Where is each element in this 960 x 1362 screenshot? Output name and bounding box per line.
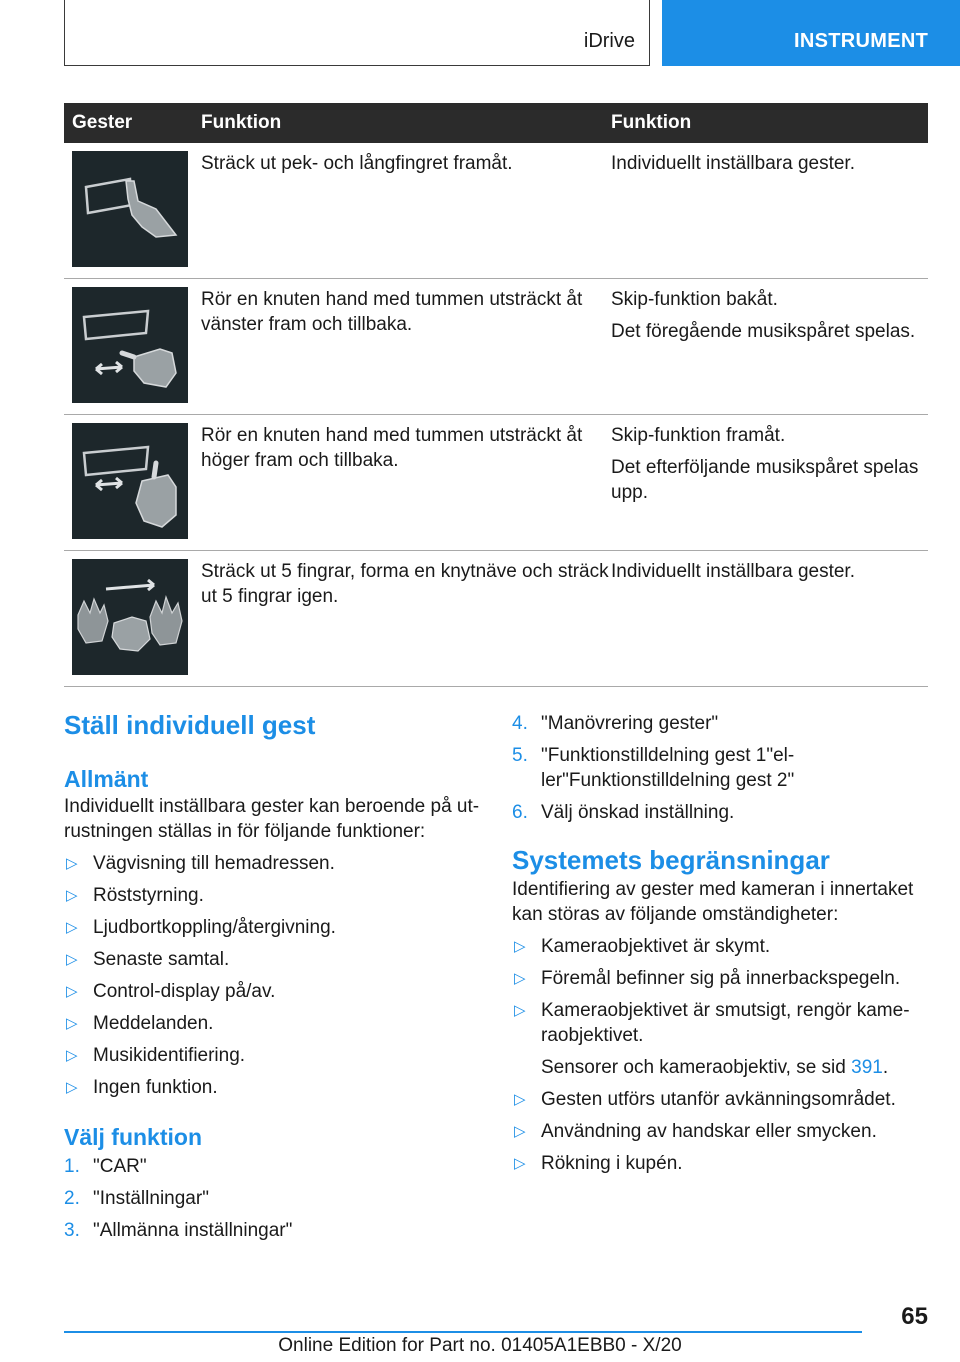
list-item: ▷ Föremål befinner sig på innerbackspegeln. [514,968,901,989]
list-item: ▷ Meddelanden. [66,1013,214,1034]
bullet-triangle-icon: ▷ [514,938,526,955]
bullet-triangle-icon: ▷ [514,1091,526,1108]
list-item: ▷ Ingen funktion. [66,1077,218,1098]
list-item: 5. "Funktionstilldelning gest 1"eller"Funktionstilldelning gest 2" [512,745,795,791]
list-item: ▷ Vägvisning till hemadressen. [66,853,335,874]
sensor-note: Sensorer och kameraobjektiv, se sid 391. [541,1057,889,1078]
page-link[interactable]: 391 [851,1057,883,1078]
bullet-triangle-icon: ▷ [66,855,78,872]
gesture-description: Sträck ut 5 fingrar, forma en knytnäve och sträck ut 5 fingrar igen. [201,561,609,607]
list-item: ▷ Ljudbortkoppling/återgivning. [66,917,336,938]
footer-divider [64,1331,862,1333]
tab-instrument-label: INSTRUMENT [794,30,929,52]
left-column [64,708,484,1243]
gesture-thumb-right-icon [72,423,188,539]
bullet-triangle-icon: ▷ [66,1079,78,1096]
function-list [64,851,484,1100]
list-item: 3. "Allmänna inställningar" [64,1220,293,1241]
list-item: 6. Välj önskad inställning. [512,802,735,823]
gesture-function [611,415,928,550]
steps-list [64,1154,484,1243]
page-number: 65 [901,1303,928,1330]
list-item: ▷ Rökning i kupén. [514,1153,683,1174]
gesture-description: Sträck ut pek- och långfingret framåt. [201,153,513,174]
tab-idrive[interactable] [64,0,650,66]
page-header [0,0,960,66]
general-text: Individuellt inställbara gester kan beroende på utrustningen ställas in för följande funktioner: [64,796,480,842]
function-detail: Det föregående musikspåret spelas. [611,321,916,342]
bullet-triangle-icon: ▷ [514,1002,526,1019]
section-title: Ställ individuell gest [64,710,316,740]
bullet-triangle-icon: ▷ [66,1047,78,1064]
function-text: Individuellt inställbara gester. [611,561,855,582]
tab-idrive-label: iDrive [583,30,635,52]
table-header [64,103,928,143]
list-item: ▷ Gesten utförs utanför avkänningsområdet. [514,1089,896,1110]
function-text: Individuellt inställbara gester. [611,153,855,174]
table-row [64,143,928,279]
right-column [512,708,928,1176]
bullet-triangle-icon: ▷ [66,919,78,936]
list-item: ▷ Röststyrning. [66,885,204,906]
section-title-limits: Systemets begränsningar [512,845,830,875]
gesture-function [611,279,928,414]
steps-list-continued [512,711,928,825]
function-text: Skip-funktion bakåt. [611,289,778,310]
table-row [64,279,928,415]
tab-instrument[interactable] [662,0,960,66]
list-item: ▷ Kameraobjektivet är skymt. [514,936,771,957]
gesture-thumb-left-icon [72,287,188,403]
column-header-funktion: Funktion [201,112,282,133]
edition-footer: Online Edition for Part no. 01405A1EBB0 - X/20 [278,1335,682,1356]
gesture-description: Rör en knuten hand med tummen utsträckt åt höger fram och tillbaka. [201,425,583,471]
subsection-general: Allmänt [64,766,149,792]
gesture-table [64,103,928,687]
list-item: 4. "Manövrering gester" [512,713,719,734]
list-item: 1. "CAR" [64,1156,147,1177]
subsection-select-function: Välj funktion [64,1124,202,1150]
list-item: ▷ Senaste samtal. [66,949,230,970]
list-item: ▷ Användning av handskar eller smycken. [514,1121,877,1142]
table-row [64,415,928,551]
list-item: ▷ Musikidentifiering. [66,1045,246,1066]
table-row [64,551,928,687]
bullet-triangle-icon: ▷ [66,983,78,1000]
bullet-triangle-icon: ▷ [66,1015,78,1032]
column-header-funktion-2: Funktion [611,112,692,133]
bullet-triangle-icon: ▷ [514,1155,526,1172]
list-item: 2. "Inställningar" [64,1188,209,1209]
list-item: ▷ Kameraobjektivet är smutsigt, rengör kameraobjektivet. Sensorer och kameraobjektiv, se sid 391. [512,998,928,1080]
column-header-gester: Gester [72,112,133,133]
bullet-triangle-icon: ▷ [514,970,526,987]
function-detail: Det efterföljande musikspåret spelas upp. [611,457,919,503]
gesture-function [611,143,928,278]
function-text: Skip-funktion framåt. [611,425,786,446]
bullet-triangle-icon: ▷ [66,951,78,968]
limits-list [512,934,928,1176]
gesture-fist-open-icon [72,559,188,675]
bullet-triangle-icon: ▷ [66,887,78,904]
limits-text: Identifiering av gester med kameran i innertaket kan störas av följande omständigheter: [512,879,914,925]
bullet-triangle-icon: ▷ [514,1123,526,1140]
gesture-function [611,551,928,686]
gesture-description: Rör en knuten hand med tummen utsträckt åt vänster fram och tillbaka. [201,289,583,335]
list-item: ▷ Control-display på/av. [66,981,276,1002]
gesture-point-icon [72,151,188,267]
